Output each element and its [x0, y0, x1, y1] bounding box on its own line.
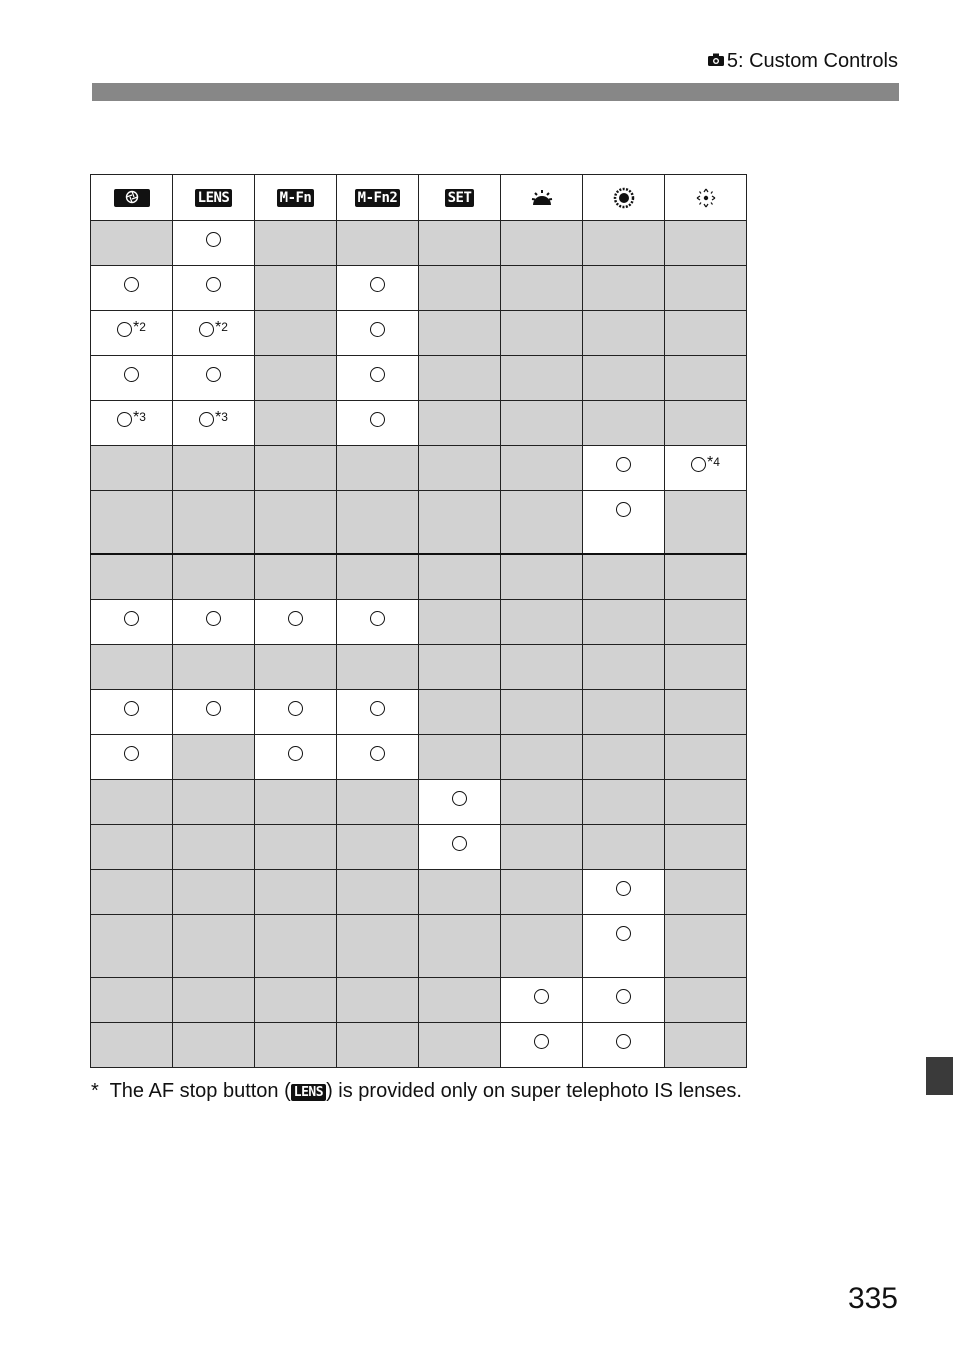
available-cell	[255, 735, 337, 780]
table-row	[91, 915, 747, 978]
unavailable-cell	[583, 266, 665, 311]
table-row	[91, 978, 747, 1023]
unavailable-cell	[665, 554, 747, 600]
available-circle-icon	[616, 881, 631, 896]
unavailable-cell	[91, 221, 173, 266]
unavailable-cell	[337, 491, 419, 555]
available-cell	[337, 690, 419, 735]
available-cell	[501, 1023, 583, 1068]
unavailable-cell	[255, 780, 337, 825]
column-header	[583, 175, 665, 221]
set-button-icon: SET	[445, 189, 475, 207]
available-circle-icon	[534, 989, 549, 1004]
available-cell	[419, 825, 501, 870]
unavailable-cell	[501, 266, 583, 311]
unavailable-cell	[337, 780, 419, 825]
table-row	[91, 401, 747, 446]
table-row	[91, 491, 747, 555]
table-row	[91, 870, 747, 915]
unavailable-cell	[501, 600, 583, 645]
multi-controller-icon	[695, 187, 717, 209]
available-circle-icon	[206, 277, 221, 292]
unavailable-cell	[91, 825, 173, 870]
available-cell	[255, 690, 337, 735]
unavailable-cell	[255, 491, 337, 555]
available-cell	[91, 266, 173, 311]
available-cell	[255, 600, 337, 645]
available-cell	[583, 1023, 665, 1068]
unavailable-cell	[665, 915, 747, 978]
unavailable-cell	[255, 915, 337, 978]
unavailable-cell	[665, 311, 747, 356]
available-cell	[583, 446, 665, 491]
unavailable-cell	[337, 825, 419, 870]
column-header	[419, 175, 501, 221]
m-fn-button-icon: M-Fn	[277, 189, 315, 207]
footnote-marker: *3	[133, 409, 146, 426]
lens-button-icon: LENS	[195, 189, 233, 207]
unavailable-cell	[255, 554, 337, 600]
unavailable-cell	[173, 870, 255, 915]
available-cell	[583, 978, 665, 1023]
footnote-star: *	[91, 1080, 99, 1102]
column-header	[173, 175, 255, 221]
unavailable-cell	[91, 915, 173, 978]
unavailable-cell	[255, 645, 337, 690]
unavailable-cell	[665, 401, 747, 446]
unavailable-cell	[91, 554, 173, 600]
footnote-text-before: The AF stop button (	[109, 1080, 291, 1102]
column-header	[501, 175, 583, 221]
unavailable-cell	[501, 356, 583, 401]
camera-custom-icon	[707, 53, 725, 67]
unavailable-cell	[501, 446, 583, 491]
unavailable-cell	[419, 221, 501, 266]
available-cell	[337, 735, 419, 780]
unavailable-cell	[91, 870, 173, 915]
unavailable-cell	[419, 311, 501, 356]
unavailable-cell	[665, 870, 747, 915]
available-cell	[173, 221, 255, 266]
column-header	[255, 175, 337, 221]
unavailable-cell	[91, 446, 173, 491]
unavailable-cell	[583, 645, 665, 690]
unavailable-cell	[501, 690, 583, 735]
available-circle-icon	[616, 502, 631, 517]
table-header-row	[91, 175, 747, 221]
unavailable-cell	[501, 491, 583, 555]
table-row	[91, 690, 747, 735]
available-circle-icon	[206, 611, 221, 626]
table-row	[91, 554, 747, 600]
unavailable-cell	[501, 401, 583, 446]
unavailable-cell	[173, 978, 255, 1023]
unavailable-cell	[501, 311, 583, 356]
unavailable-cell	[337, 978, 419, 1023]
available-cell	[91, 690, 173, 735]
unavailable-cell	[337, 554, 419, 600]
available-cell	[583, 491, 665, 555]
unavailable-cell	[501, 221, 583, 266]
available-cell	[337, 311, 419, 356]
available-circle-icon	[616, 1034, 631, 1049]
unavailable-cell	[337, 221, 419, 266]
unavailable-cell	[255, 446, 337, 491]
available-circle-icon	[370, 701, 385, 716]
unavailable-cell	[583, 311, 665, 356]
unavailable-cell	[665, 645, 747, 690]
unavailable-cell	[583, 221, 665, 266]
unavailable-cell	[255, 221, 337, 266]
column-header	[91, 175, 173, 221]
unavailable-cell	[665, 735, 747, 780]
available-cell	[419, 780, 501, 825]
footnote-marker: *2	[133, 319, 146, 336]
available-cell	[583, 870, 665, 915]
available-circle-icon	[117, 412, 132, 427]
table-row	[91, 780, 747, 825]
unavailable-cell	[173, 735, 255, 780]
unavailable-cell	[91, 978, 173, 1023]
unavailable-cell	[665, 491, 747, 555]
header-divider-bar	[92, 83, 899, 101]
unavailable-cell	[173, 491, 255, 555]
table-row	[91, 825, 747, 870]
available-cell	[91, 735, 173, 780]
available-circle-icon	[370, 367, 385, 382]
available-circle-icon	[206, 701, 221, 716]
footnote	[91, 1080, 742, 1103]
unavailable-cell	[665, 978, 747, 1023]
available-circle-icon	[206, 232, 221, 247]
unavailable-cell	[255, 825, 337, 870]
main-dial-icon	[531, 187, 553, 209]
aperture-button-icon	[114, 189, 150, 207]
unavailable-cell	[665, 825, 747, 870]
available-circle-icon	[534, 1034, 549, 1049]
available-circle-icon	[124, 746, 139, 761]
unavailable-cell	[91, 1023, 173, 1068]
available-cell	[91, 600, 173, 645]
unavailable-cell	[255, 1023, 337, 1068]
unavailable-cell	[419, 645, 501, 690]
unavailable-cell	[173, 554, 255, 600]
unavailable-cell	[501, 645, 583, 690]
table-row	[91, 600, 747, 645]
button-function-table	[90, 174, 747, 1068]
m-fn2-button-icon: M-Fn2	[355, 189, 401, 207]
unavailable-cell	[583, 825, 665, 870]
available-circle-icon	[452, 836, 467, 851]
unavailable-cell	[419, 735, 501, 780]
footnote-marker: *2	[215, 319, 228, 336]
unavailable-cell	[173, 915, 255, 978]
unavailable-cell	[255, 266, 337, 311]
available-circle-icon	[117, 322, 132, 337]
unavailable-cell	[419, 491, 501, 555]
available-circle-icon	[124, 367, 139, 382]
available-cell	[91, 401, 173, 446]
unavailable-cell	[91, 491, 173, 555]
table-row	[91, 1023, 747, 1068]
unavailable-cell	[173, 1023, 255, 1068]
available-cell	[337, 356, 419, 401]
available-circle-icon	[370, 412, 385, 427]
unavailable-cell	[173, 825, 255, 870]
unavailable-cell	[91, 645, 173, 690]
column-header	[337, 175, 419, 221]
unavailable-cell	[255, 356, 337, 401]
unavailable-cell	[665, 356, 747, 401]
unavailable-cell	[665, 1023, 747, 1068]
available-cell	[91, 356, 173, 401]
available-circle-icon	[370, 746, 385, 761]
available-circle-icon	[199, 322, 214, 337]
available-circle-icon	[124, 277, 139, 292]
available-cell	[665, 446, 747, 491]
available-cell	[337, 401, 419, 446]
unavailable-cell	[173, 645, 255, 690]
unavailable-cell	[419, 690, 501, 735]
column-header	[665, 175, 747, 221]
unavailable-cell	[419, 978, 501, 1023]
available-circle-icon	[452, 791, 467, 806]
available-circle-icon	[288, 746, 303, 761]
available-circle-icon	[616, 989, 631, 1004]
available-cell	[173, 401, 255, 446]
section-title	[707, 50, 898, 73]
unavailable-cell	[419, 554, 501, 600]
available-cell	[91, 311, 173, 356]
unavailable-cell	[419, 266, 501, 311]
unavailable-cell	[337, 645, 419, 690]
available-cell	[173, 311, 255, 356]
table-row	[91, 735, 747, 780]
unavailable-cell	[501, 915, 583, 978]
available-circle-icon	[206, 367, 221, 382]
available-circle-icon	[288, 611, 303, 626]
lens-button-icon: LENS	[291, 1084, 326, 1101]
available-cell	[583, 915, 665, 978]
available-cell	[337, 266, 419, 311]
unavailable-cell	[583, 401, 665, 446]
table-row	[91, 356, 747, 401]
table-row	[91, 446, 747, 491]
available-cell	[337, 600, 419, 645]
unavailable-cell	[665, 690, 747, 735]
unavailable-cell	[173, 780, 255, 825]
available-circle-icon	[199, 412, 214, 427]
available-cell	[173, 600, 255, 645]
unavailable-cell	[255, 870, 337, 915]
unavailable-cell	[583, 600, 665, 645]
section-title-text: 5: Custom Controls	[726, 50, 898, 72]
unavailable-cell	[419, 915, 501, 978]
unavailable-cell	[665, 780, 747, 825]
unavailable-cell	[337, 870, 419, 915]
unavailable-cell	[583, 780, 665, 825]
footnote-marker: *4	[707, 454, 720, 471]
unavailable-cell	[419, 1023, 501, 1068]
table-row	[91, 645, 747, 690]
available-cell	[501, 978, 583, 1023]
unavailable-cell	[337, 1023, 419, 1068]
unavailable-cell	[419, 401, 501, 446]
available-circle-icon	[616, 457, 631, 472]
unavailable-cell	[91, 780, 173, 825]
footnote-marker: *3	[215, 409, 228, 426]
available-cell	[173, 356, 255, 401]
available-circle-icon	[370, 277, 385, 292]
table-row	[91, 266, 747, 311]
unavailable-cell	[665, 266, 747, 311]
unavailable-cell	[501, 780, 583, 825]
unavailable-cell	[583, 690, 665, 735]
unavailable-cell	[501, 870, 583, 915]
available-cell	[173, 690, 255, 735]
table-row	[91, 311, 747, 356]
available-circle-icon	[370, 611, 385, 626]
unavailable-cell	[255, 978, 337, 1023]
available-circle-icon	[124, 701, 139, 716]
available-circle-icon	[124, 611, 139, 626]
unavailable-cell	[501, 735, 583, 780]
unavailable-cell	[419, 600, 501, 645]
unavailable-cell	[255, 311, 337, 356]
quick-control-dial-icon	[613, 187, 635, 209]
unavailable-cell	[419, 870, 501, 915]
unavailable-cell	[665, 600, 747, 645]
chapter-side-tab	[926, 1057, 953, 1095]
available-circle-icon	[691, 457, 706, 472]
unavailable-cell	[583, 554, 665, 600]
available-cell	[173, 266, 255, 311]
unavailable-cell	[419, 446, 501, 491]
unavailable-cell	[583, 356, 665, 401]
unavailable-cell	[583, 735, 665, 780]
available-circle-icon	[288, 701, 303, 716]
unavailable-cell	[419, 356, 501, 401]
table-row	[91, 221, 747, 266]
available-circle-icon	[616, 926, 631, 941]
unavailable-cell	[665, 221, 747, 266]
unavailable-cell	[501, 554, 583, 600]
unavailable-cell	[337, 915, 419, 978]
page-number: 335	[847, 1282, 898, 1315]
unavailable-cell	[337, 446, 419, 491]
available-circle-icon	[370, 322, 385, 337]
unavailable-cell	[173, 446, 255, 491]
unavailable-cell	[501, 825, 583, 870]
footnote-text-after: ) is provided only on super telephoto IS lenses.	[326, 1080, 742, 1102]
unavailable-cell	[255, 401, 337, 446]
